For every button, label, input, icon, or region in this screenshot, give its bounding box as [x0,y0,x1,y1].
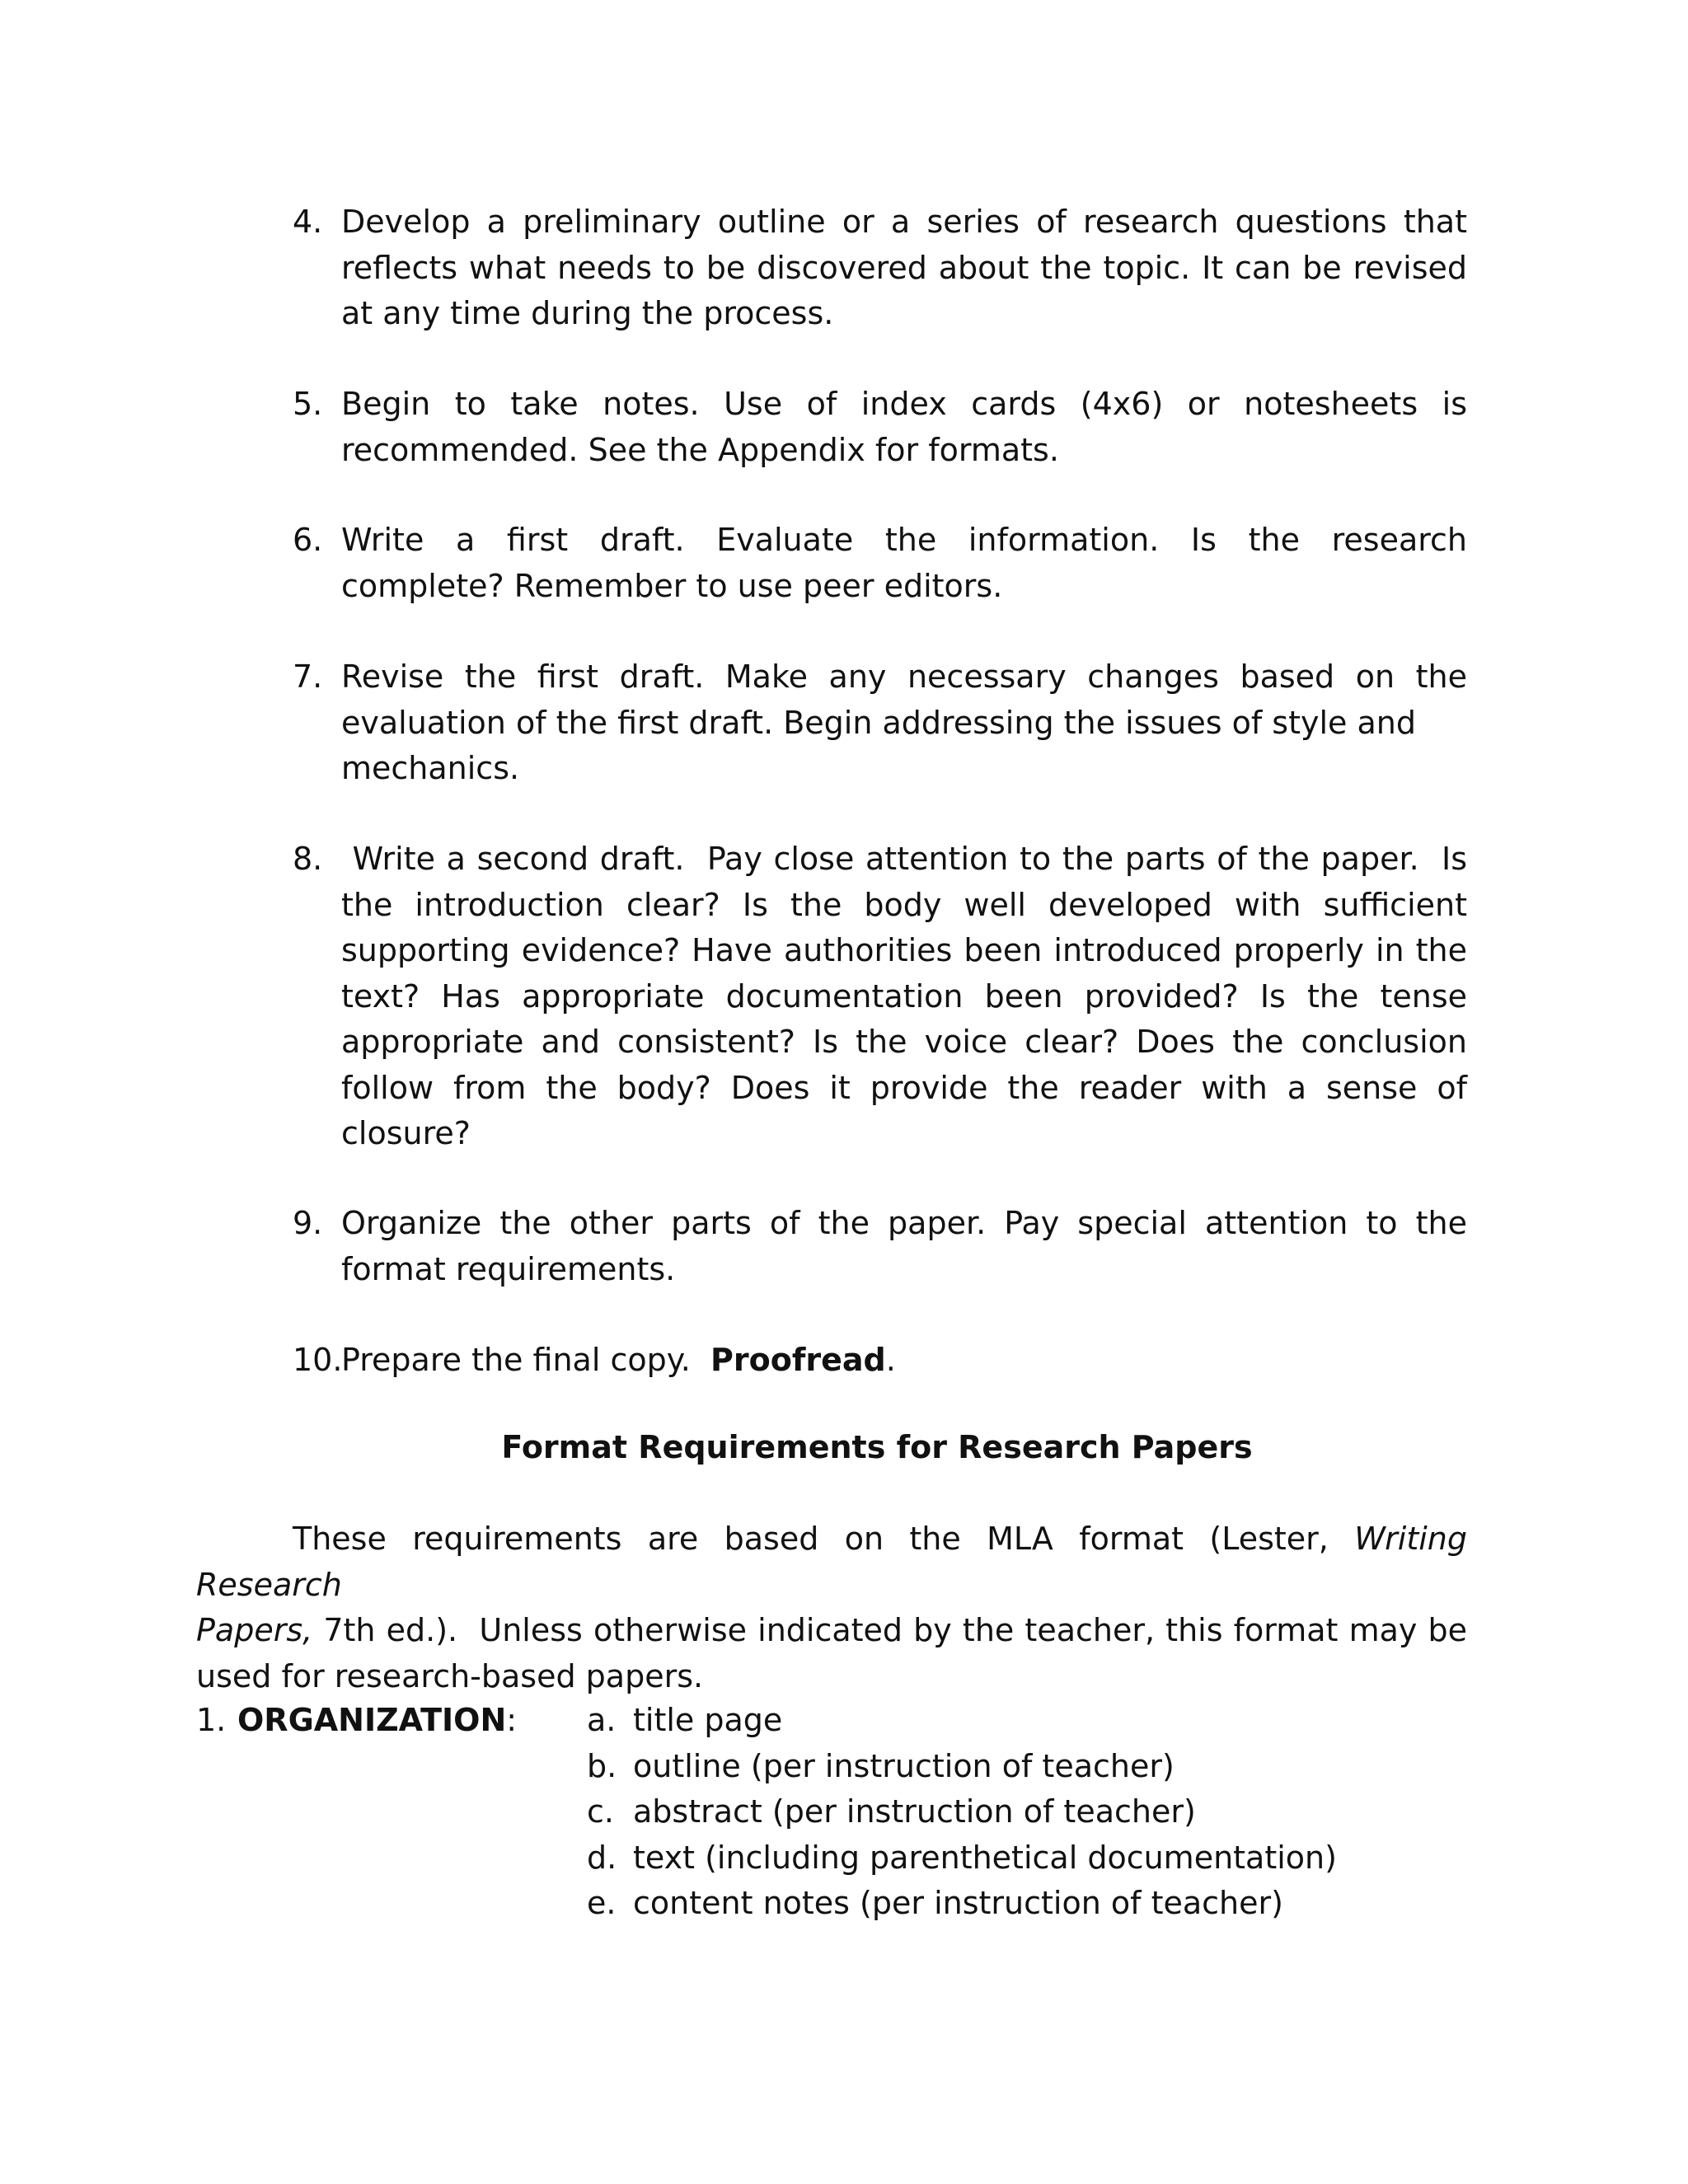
step-number: 8. [293,841,323,877]
text-line: follow from the body? Does it provide the reader with a sense of [341,1069,1467,1106]
step-text [341,1338,1467,1384]
step-text [341,654,1467,792]
text-line: appropriate and consistent? Is the voice clear? Does the conclusion [341,1024,1467,1060]
book-title: Papers, [196,1612,313,1648]
text-run: 7th ed.). Unless otherwise indicated by the teacher, this format may be [312,1612,1467,1648]
step-number: 10. [293,1342,343,1378]
list-item-step-8 [293,837,1467,1157]
book-title: Writing Research [196,1521,1467,1603]
label-colon: : [506,1702,518,1738]
text-line: format requirements. [341,1250,676,1287]
text-line [196,1516,1467,1608]
step-text [341,1201,1467,1292]
text-line: at any time during the process. [341,295,834,331]
text-line: mechanics. [341,750,520,786]
text-line: reflects what needs to be discovered about the topic. It can be revised [341,249,1467,286]
list-item-step-9 [293,1201,1467,1292]
text-line: Develop a preliminary outline or a series of research questions that [341,204,1467,240]
list-item-step-6 [293,518,1467,609]
text-line: Write a first draft. Evaluate the information. Is the research [341,522,1467,558]
list-item [587,1698,1337,1744]
text-line [341,1338,1467,1384]
text-line: text? Has appropriate documentation been provided? Is the tense [341,977,1467,1015]
list-item-step-4 [293,199,1467,337]
text-line: Revise the first draft. Make any necessary changes based on the [341,658,1467,695]
item-text: title page [633,1702,783,1738]
text-line: recommended. See the Appendix for formats. [341,431,1059,468]
list-item [587,1789,1337,1835]
text-line: Organize the other parts of the paper. Pay special attention to the [341,1205,1467,1241]
step-text [341,837,1467,1157]
text-line: Begin to take notes. Use of index cards (4x6) or notesheets is [341,386,1467,422]
item-letter: d. [587,1839,617,1876]
text-line: closure? [341,1115,471,1151]
text-line: the introduction clear? Is the body well developed with sufficient [341,886,1467,923]
text-run: Prepare the final copy. [341,1342,711,1378]
text-line [196,1608,1467,1654]
section-heading: Format Requirements for Research Papers [501,1429,1253,1465]
list-item-step-10 [293,1338,1467,1384]
step-text [341,382,1467,473]
text-line: supporting evidence? Have authorities been introduced properly in the [341,932,1467,968]
text-line: used for research-based papers. [196,1657,704,1694]
section-number: 1. [196,1702,227,1738]
organization-list [587,1698,1337,1927]
emphasis-proofread: Proofread [710,1342,886,1378]
step-number: 7. [293,658,323,695]
text-run: . [885,1342,896,1378]
list-item [587,1881,1337,1927]
item-text: outline (per instruction of teacher) [633,1747,1175,1784]
step-number: 5. [293,386,323,422]
item-letter: c. [587,1793,614,1830]
step-number: 6. [293,522,323,558]
item-text: text (including parenthetical documentation) [633,1839,1337,1876]
list-item-step-7 [293,654,1467,792]
item-letter: a. [587,1702,617,1738]
step-text [341,518,1467,609]
text-run: These requirements are based on the MLA format (Lester, [293,1521,1355,1557]
item-letter: b. [587,1747,617,1784]
label-text: ORGANIZATION [237,1702,507,1738]
item-text: abstract (per instruction of teacher) [633,1793,1196,1830]
item-text: content notes (per instruction of teacher) [633,1885,1283,1921]
step-number: 9. [293,1205,323,1241]
intro-paragraph [196,1516,1467,1699]
list-item [587,1744,1337,1790]
step-text [341,199,1467,337]
organization-label [237,1698,517,1744]
list-item-step-5 [293,382,1467,473]
list-item [587,1835,1337,1882]
text-line: complete? Remember to use peer editors. [341,567,1003,604]
step-number: 4. [293,204,323,240]
item-letter: e. [587,1885,617,1921]
text-line: Write a second draft. Pay close attention to the parts of the paper. Is [341,841,1467,877]
text-line: evaluation of the first draft. Begin addressing the issues of style and [341,704,1416,741]
